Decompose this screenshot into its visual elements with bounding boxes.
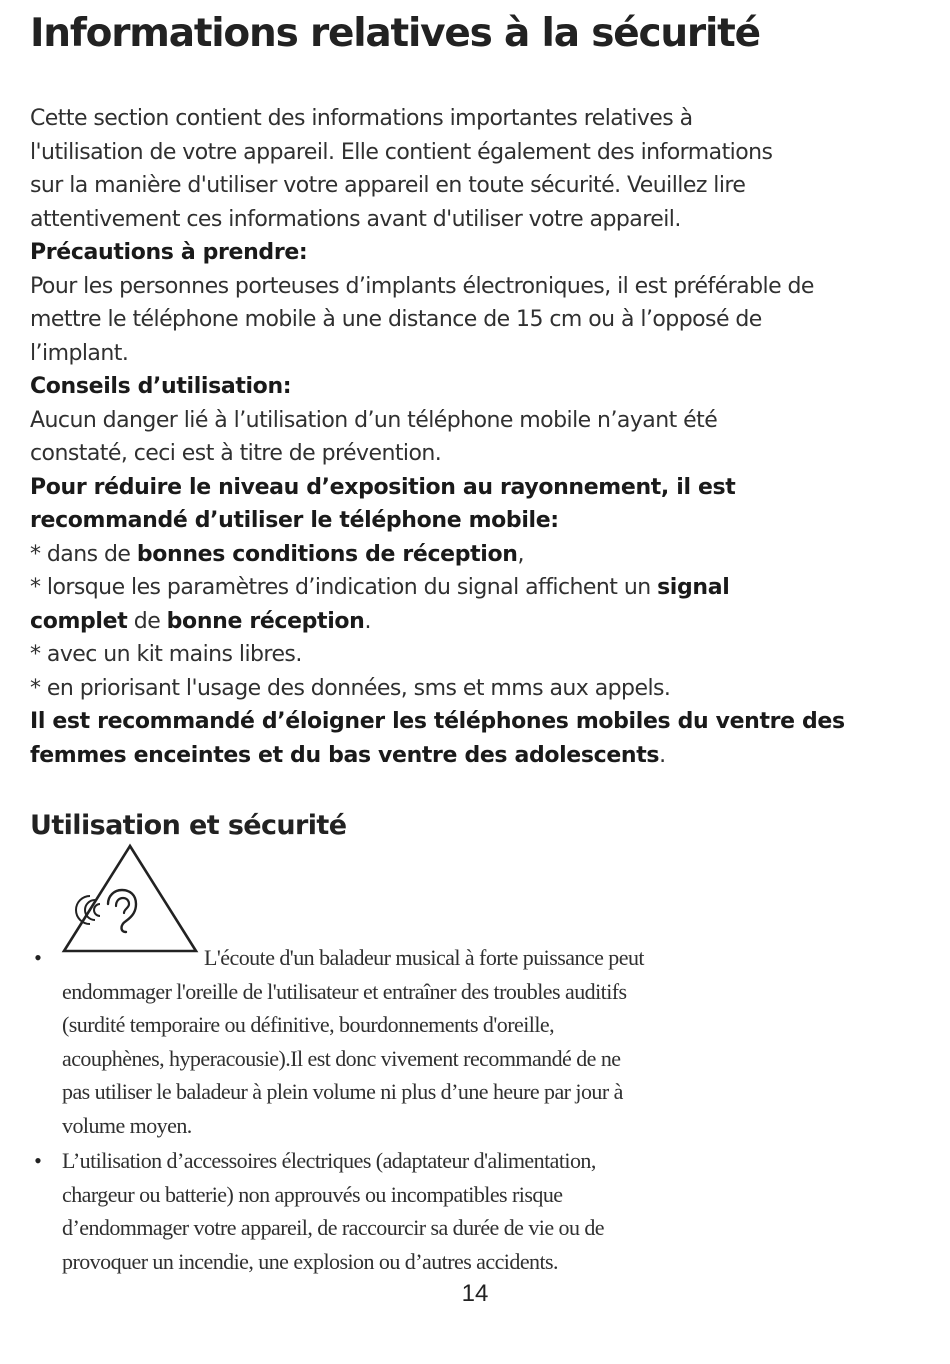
exposure-item-emphasis: complet: [30, 608, 128, 634]
list-item-line: chargeur ou batterie) non approuvés ou incompatibles risque: [62, 1181, 563, 1207]
bullet-dot: •: [34, 945, 42, 970]
exposure-item-text: .: [364, 608, 371, 634]
intro-paragraph: [30, 102, 920, 236]
list-item-line: (surdité temporaire ou définitive, bourdonnements d'oreille,: [62, 1012, 555, 1037]
bullet-dot: •: [34, 1148, 42, 1173]
list-item-line: volume moyen.: [62, 1112, 192, 1138]
list-item-line: acouphènes, hyperacousie).Il est donc vivement recommandé de ne: [62, 1045, 621, 1071]
intro-line: attentivement ces informations avant d'utiliser votre appareil.: [30, 206, 681, 232]
exposure-closing: Il est recommandé d’éloigner les téléphones mobiles du ventre des: [30, 709, 845, 734]
exposure-closing-text: .: [659, 742, 666, 768]
list-item-line: endommager l'oreille de l'utilisateur et entraîner des troubles auditifs: [62, 978, 627, 1004]
list-item-line: provoquer un incendie, une explosion ou d’autres accidents.: [62, 1248, 559, 1274]
page-number: 14: [461, 1280, 489, 1307]
exposure-heading: recommandé d’utiliser le téléphone mobile:: [30, 508, 559, 533]
exposure-closing-emphasis: femmes enceintes et du bas ventre des adolescents: [30, 742, 660, 768]
exposure-item-text: * dans de: [30, 541, 137, 567]
exposure-item: * avec un kit mains libres.: [30, 642, 302, 667]
list-item-line: pas utiliser le baladeur à plein volume ni plus d’une heure par jour à: [62, 1079, 623, 1104]
exposure-item-emphasis: bonnes conditions de réception: [136, 541, 518, 567]
precautions-line: l’implant.: [30, 340, 129, 366]
hearing-warning-icon: [60, 842, 200, 956]
list-item-line: L’utilisation d’accessoires électriques (adaptateur d'alimentation,: [62, 1148, 596, 1173]
conseils-line: constaté, ceci est à titre de prévention.: [30, 441, 442, 466]
intro-line: l'utilisation de votre appareil. Elle contient également des informations: [30, 139, 773, 165]
exposure-item-continued: [30, 605, 920, 639]
list-item-line: d’endommager votre appareil, de raccourcir sa durée de vie ou de: [62, 1215, 605, 1240]
exposure-item-text: ,: [517, 541, 524, 567]
exposure-item-emphasis: signal: [657, 575, 730, 600]
usage-bullet-list: [30, 941, 930, 1278]
exposure-item-emphasis: bonne réception: [166, 608, 365, 634]
exposure-item-text: * lorsque les paramètres d’indication du signal affichent un: [30, 575, 658, 600]
section-title: Informations relatives à la sécurité: [30, 11, 760, 56]
exposure-item: [30, 571, 920, 605]
list-item: [30, 1144, 930, 1278]
precautions-line: Pour les personnes porteuses d’implants électroniques, il est préférable de: [30, 273, 814, 299]
precautions-line: mettre le téléphone mobile à une distance de 15 cm ou à l’opposé de: [30, 307, 762, 332]
list-item: [30, 941, 930, 1142]
exposure-item: * en priorisant l'usage des données, sms et mms aux appels.: [30, 675, 671, 701]
intro-line: Cette section contient des informations importantes relatives à: [30, 106, 693, 131]
conseils-line: Aucun danger lié à l’utilisation d’un téléphone mobile n’ayant été: [30, 407, 718, 433]
exposure-heading: Pour réduire le niveau d’exposition au rayonnement, il est: [30, 474, 736, 500]
exposure-item: [30, 538, 920, 572]
intro-line: sur la manière d'utiliser votre appareil en toute sécurité. Veuillez lire: [30, 173, 746, 198]
exposure-item-text: de: [127, 608, 167, 634]
precautions-heading: Précautions à prendre:: [30, 240, 308, 265]
exposure-closing: [30, 739, 920, 773]
conseils-heading: Conseils d’utilisation:: [30, 374, 292, 399]
list-item-line: L'écoute d'un baladeur musical à forte puissance peut: [204, 945, 644, 970]
usage-section-title: Utilisation et sécurité: [30, 810, 347, 841]
